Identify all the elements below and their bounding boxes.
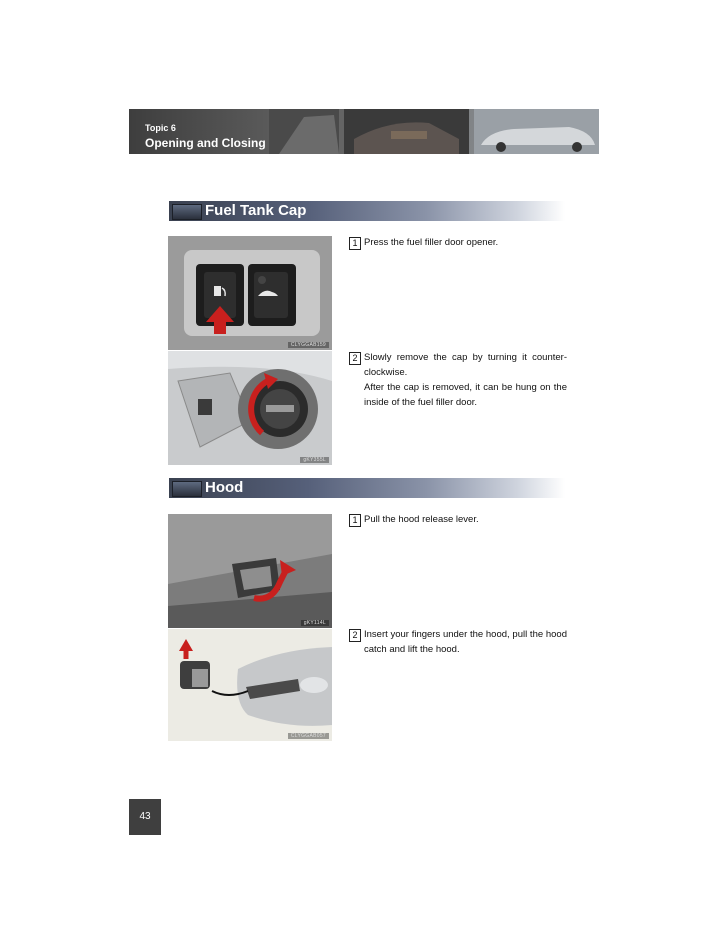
page-number: 43 bbox=[139, 811, 151, 822]
hood-lever-image bbox=[168, 514, 332, 628]
page-number-box bbox=[129, 799, 161, 835]
section-bar-hood bbox=[169, 478, 565, 498]
image-code: CLYGGAB159 bbox=[288, 342, 329, 348]
step-text: Press the fuel filler door opener. bbox=[364, 237, 499, 248]
hood-catch-image bbox=[168, 629, 332, 741]
section-title: Fuel Tank Cap bbox=[205, 202, 307, 219]
topic-label: Topic 6 bbox=[145, 123, 176, 133]
section-title: Hood bbox=[205, 479, 244, 496]
hood-step-1 bbox=[349, 512, 567, 527]
section-chip bbox=[172, 481, 202, 497]
image-code: gKY355L bbox=[300, 457, 329, 463]
step-number: 1 bbox=[349, 237, 361, 250]
topic-title: Opening and Closing bbox=[145, 136, 266, 150]
fuel-cap-image bbox=[168, 351, 332, 465]
section-bar-fuel-tank-cap bbox=[169, 201, 565, 221]
fuel-step-1 bbox=[349, 235, 567, 250]
step-text: Pull the hood release lever. bbox=[364, 514, 479, 525]
step-text: Slowly remove the cap by turning it counter-clockwise. bbox=[364, 352, 567, 378]
image-code: gKY114L bbox=[301, 620, 329, 626]
fuel-opener-image bbox=[168, 236, 332, 350]
step-number: 2 bbox=[349, 629, 361, 642]
image-code: CLYGGAB057 bbox=[288, 733, 329, 739]
fuel-step-2 bbox=[349, 350, 567, 410]
topic-header bbox=[129, 109, 599, 154]
step-number: 1 bbox=[349, 514, 361, 527]
section-chip bbox=[172, 204, 202, 220]
step-note: After the cap is removed, it can be hung on the inside of the fuel filler door. bbox=[364, 382, 567, 408]
hood-step-2 bbox=[349, 627, 567, 657]
step-number: 2 bbox=[349, 352, 361, 365]
step-text: Insert your fingers under the hood, pull the hood catch and lift the hood. bbox=[364, 629, 567, 655]
